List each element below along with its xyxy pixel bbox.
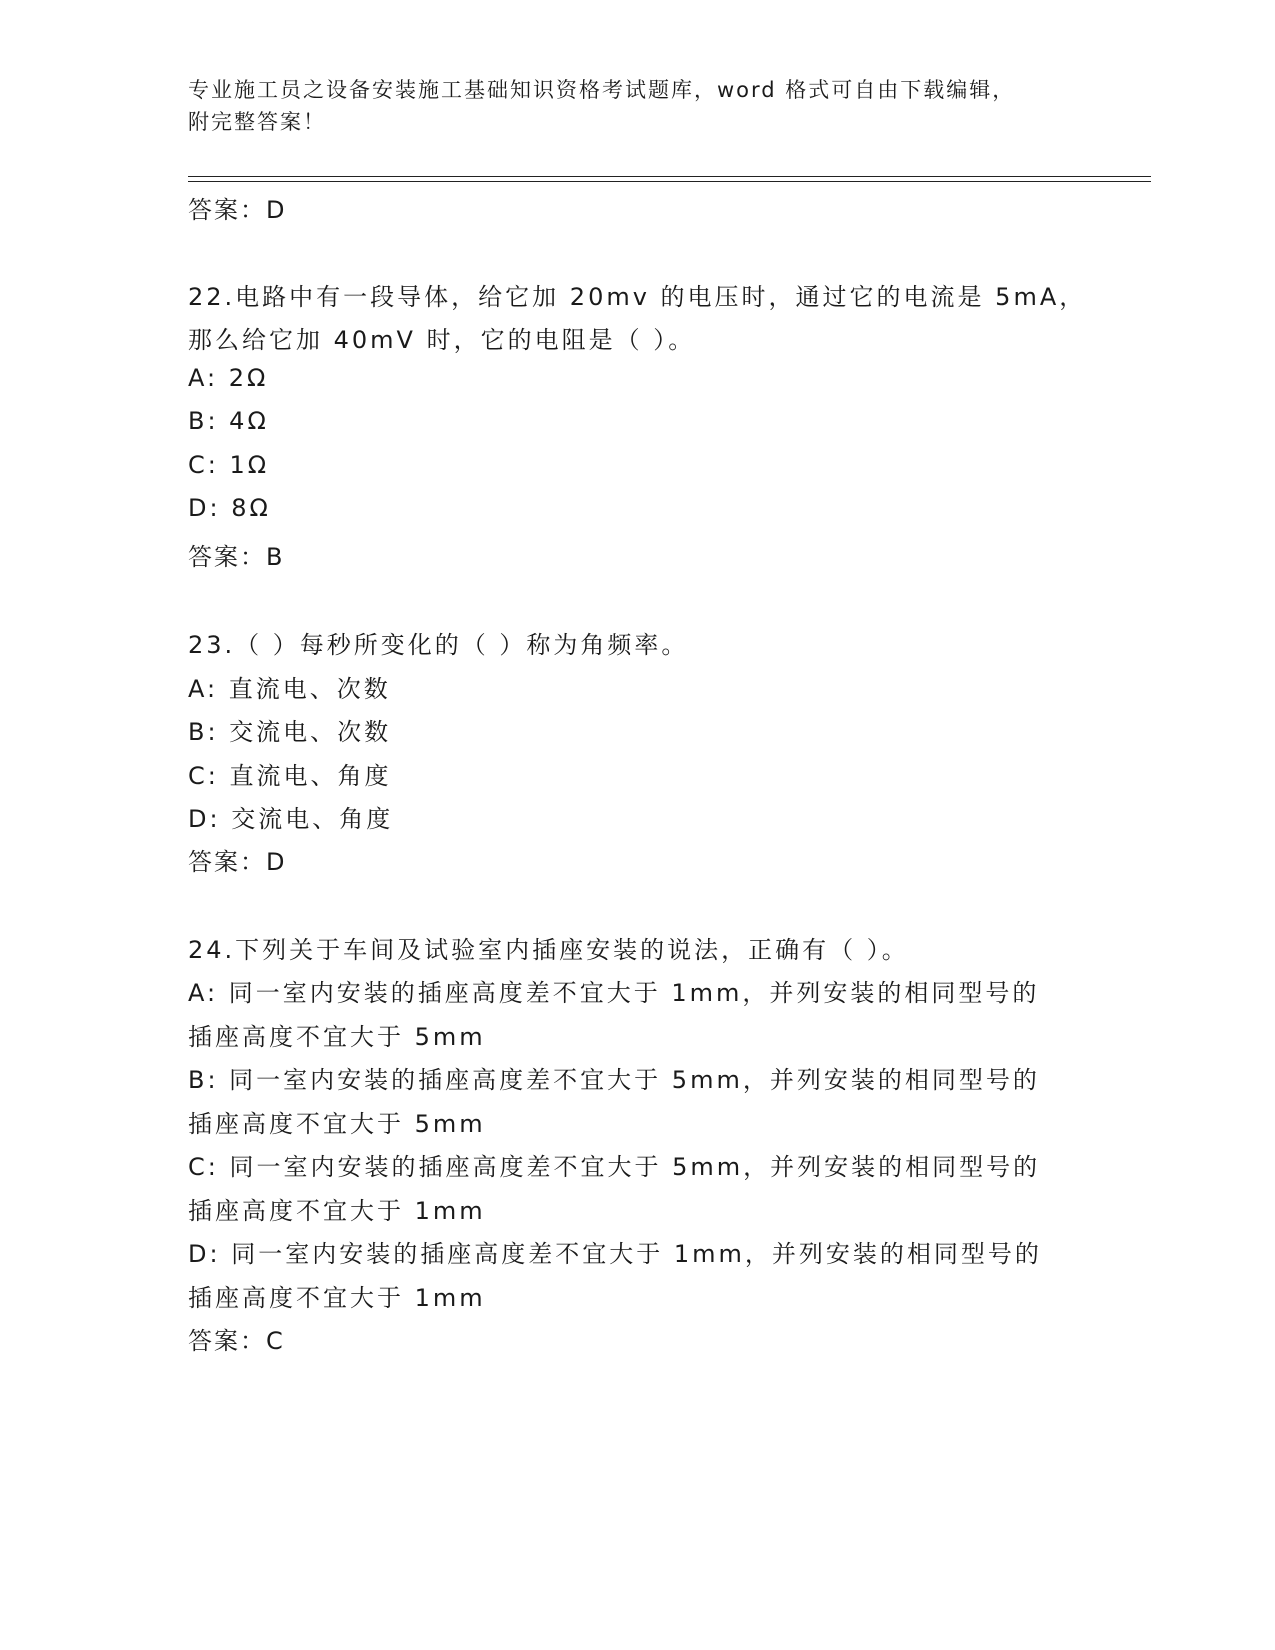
question-22-answer: 答案：B: [188, 543, 285, 571]
question-23-option-d: D: 交流电、角度: [188, 805, 394, 833]
question-23-stem-line-1: 23.（ ）每秒所变化的（ ）称为角频率。: [188, 631, 689, 659]
question-22-stem-line-1: 22.电路中有一段导体，给它加 20mv 的电压时，通过它的电流是 5mA，: [188, 283, 1087, 311]
question-24-option-c-line-1: C: 同一室内安装的插座高度差不宜大于 5mm，并列安装的相同型号的: [188, 1153, 1041, 1181]
question-24-option-c-line-2: 插座高度不宜大于 1mm: [188, 1197, 486, 1225]
question-24-option-a-line-2: 插座高度不宜大于 5mm: [188, 1023, 486, 1051]
question-24-option-d-line-1: D: 同一室内安装的插座高度差不宜大于 1mm，并列安装的相同型号的: [188, 1240, 1042, 1268]
question-22-option-b: B: 4Ω: [188, 407, 269, 435]
question-24-option-a-line-1: A: 同一室内安装的插座高度差不宜大于 1mm，并列安装的相同型号的: [188, 979, 1040, 1007]
question-23-option-a: A: 直流电、次数: [188, 675, 391, 703]
question-24-answer: 答案：C: [188, 1327, 285, 1355]
question-22-stem-line-2: 那么给它加 40mV 时，它的电阻是（ ）。: [188, 326, 696, 354]
header-rule-top: [188, 176, 1151, 177]
question-24-option-b-line-2: 插座高度不宜大于 5mm: [188, 1110, 486, 1138]
question-23-option-c: C: 直流电、角度: [188, 762, 392, 790]
question-24-option-d-line-2: 插座高度不宜大于 1mm: [188, 1284, 486, 1312]
question-23-answer: 答案：D: [188, 848, 287, 876]
question-22-option-a: A: 2Ω: [188, 364, 269, 392]
header-text-line-2: 附完整答案！: [188, 110, 326, 134]
question-22-option-d: D: 8Ω: [188, 494, 271, 522]
question-24-stem-line-1: 24.下列关于车间及试验室内插座安装的说法，正确有（ ）。: [188, 936, 909, 964]
question-22-option-c: C: 1Ω: [188, 451, 270, 479]
question-23-option-b: B: 交流电、次数: [188, 718, 392, 746]
header-rule-bottom: [188, 181, 1151, 182]
question-24-option-b-line-1: B: 同一室内安装的插座高度差不宜大于 5mm，并列安装的相同型号的: [188, 1066, 1040, 1094]
previous-answer: 答案：D: [188, 196, 287, 224]
header-text-line-1: 专业施工员之设备安装施工基础知识资格考试题库，word 格式可自由下载编辑，: [188, 78, 1016, 102]
